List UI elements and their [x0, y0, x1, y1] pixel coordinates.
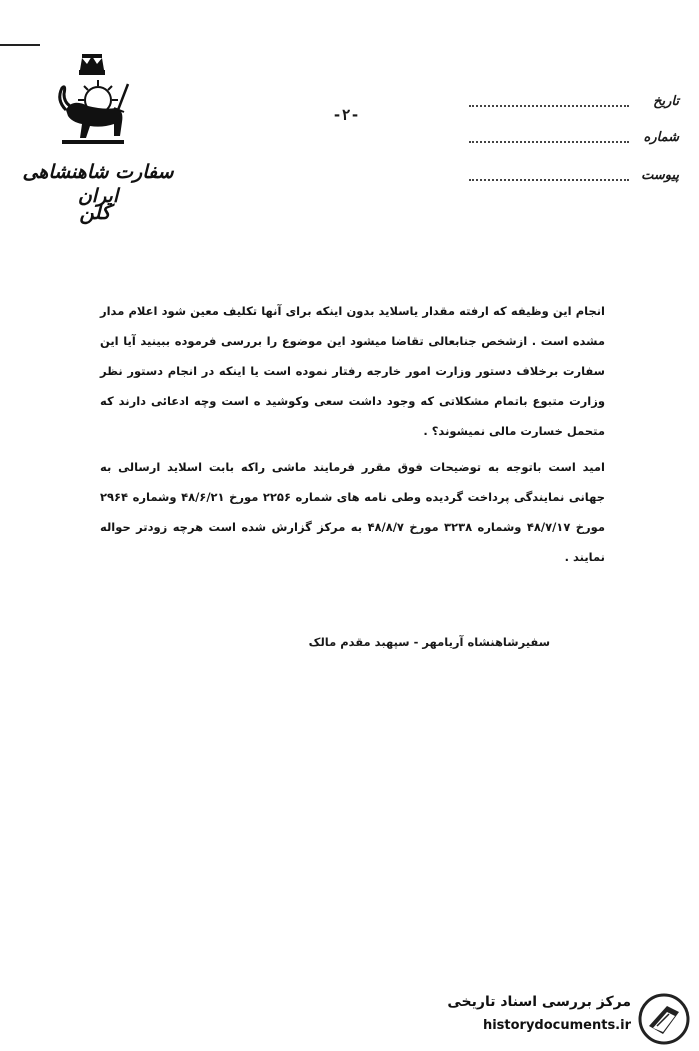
watermark-title: مرکز بررسی اسناد تاریخی: [447, 994, 631, 1010]
page-number: -۲-: [332, 106, 360, 124]
body-paragraph: امید است باتوجه به توضیحات فوق مقرر فرمایند ماشی راکه بابت اسلاید ارسالی به جهانی نمایندگی پرداخت گردیده وطی نامه های شماره ۲۲۵۶ مورخ ۴۸/۶/۲۱ وشماره ۲۹۶۴ مورخ ۴۸/۷/۱۷ وشماره ۳۲۳۸ مورخ ۴۸/۸/۷ به مرکز گزارش شده است هرچه زودتر حواله نمایند .: [100, 460, 606, 564]
body-paragraph: انجام این وظیفه که ارفته مقدار یاسلاید بدون اینکه برای آنها تکلیف معین شود اعلام مدار مشده است . ازشخص جنابعالی تقاضا میشود این موضوع را بررسی فرموده ببینید آیا این سفارت برخلاف دستور وزارت امور خارجه رفتار نموده است یا اینکه در انجام دستور نظر وزارت متبوع باتمام مشکلاتی که وجود داشت سعی وکوشید ه است وچه ادعائی دارند که متحمل خسارت مالی نمیشوند؟ .: [100, 304, 605, 438]
date-label: تاریخ: [653, 94, 679, 109]
embassy-name: سفارت شاهنشاهی ایران: [22, 161, 174, 207]
watermark-url: historydocuments.ir: [482, 1018, 631, 1033]
attachment-label: پیوست: [641, 168, 679, 183]
number-label: شماره: [643, 130, 679, 145]
date-value: [469, 95, 629, 107]
watermark: [410, 988, 695, 1048]
attachment-value: [469, 169, 629, 181]
corner-mark: [0, 44, 40, 46]
date-field: [459, 90, 679, 112]
attachment-field: [459, 164, 679, 186]
lion-and-sun-emblem-icon: [52, 50, 132, 150]
number-field: [459, 126, 679, 148]
letter-body: [100, 296, 605, 572]
signature-line: سفیرشاهنشاه آریامهر - سپهبد مقدم مالک: [308, 635, 550, 649]
number-value: [469, 131, 629, 143]
archive-logo-icon: [637, 992, 691, 1046]
embassy-city: کلن: [79, 200, 111, 224]
